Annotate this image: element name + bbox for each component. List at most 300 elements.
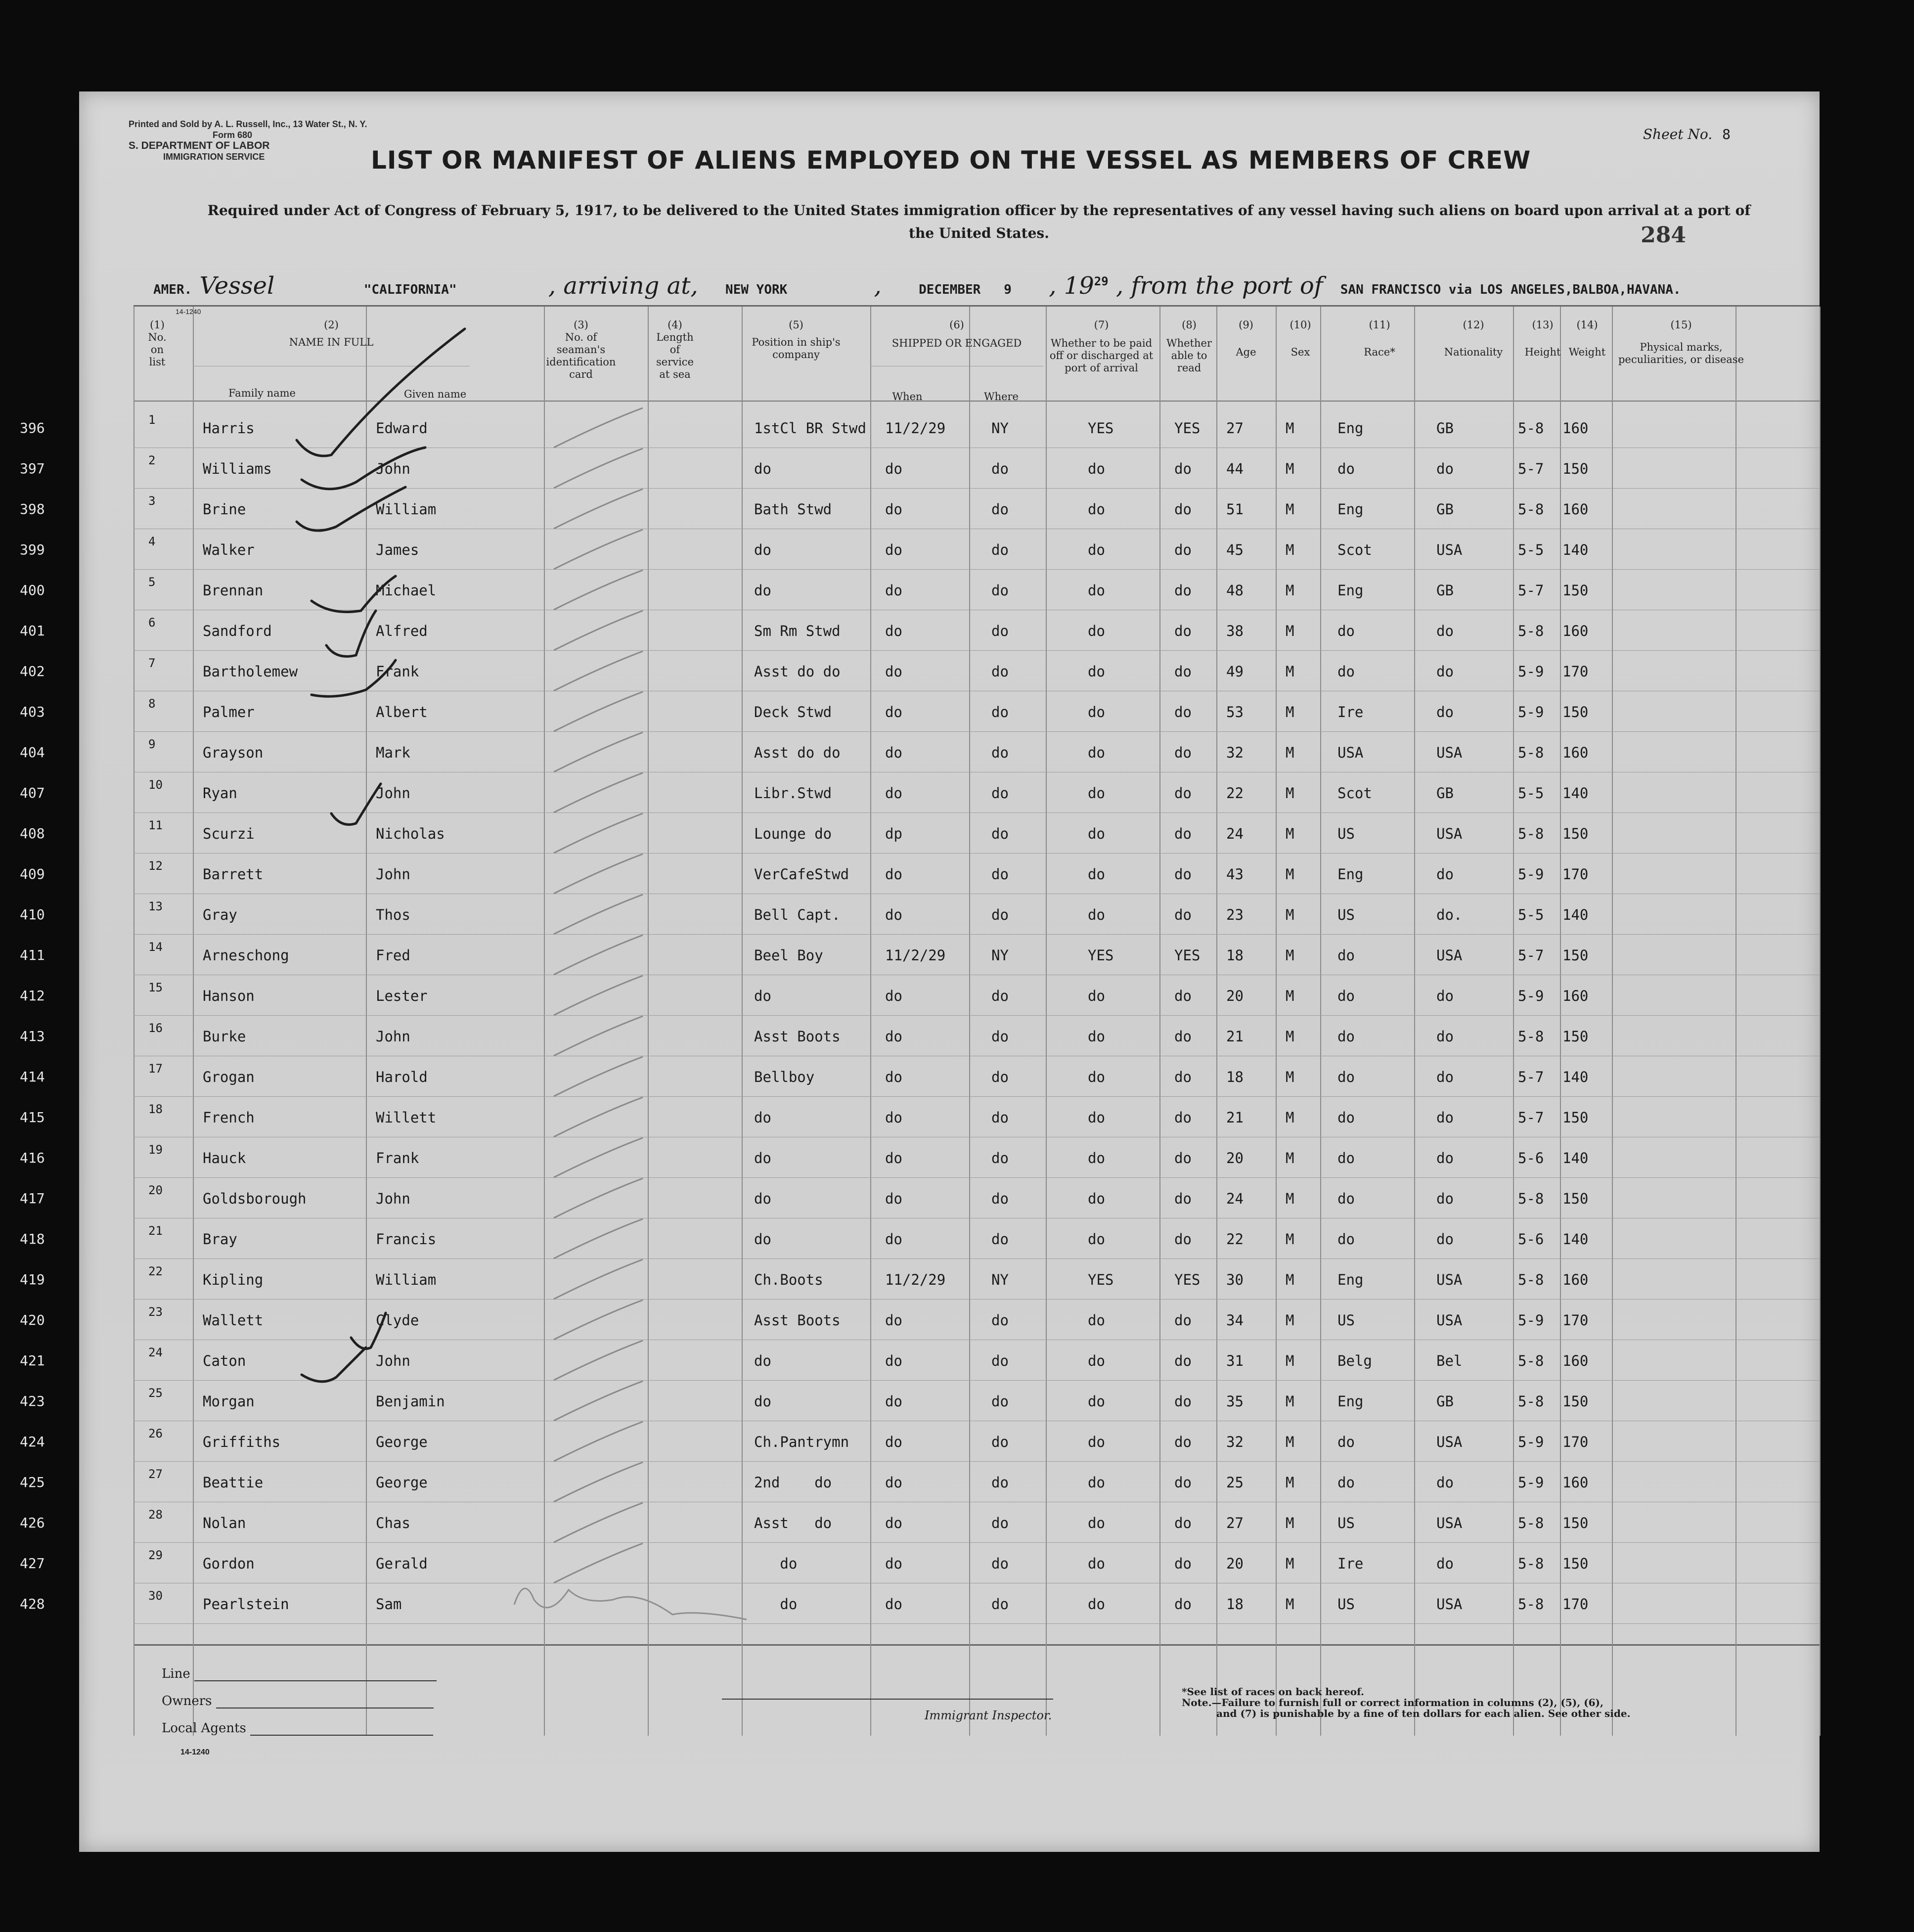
row-number: 3 (148, 494, 156, 508)
row-number: 29 (148, 1548, 163, 1562)
race: do (1337, 460, 1355, 477)
nationality: USA (1436, 1434, 1463, 1450)
row-number: 18 (148, 1102, 163, 1116)
page-title: LIST OR MANIFEST OF ALIENS EMPLOYED ON THE VESSEL AS MEMBERS OF CREW (371, 146, 1531, 175)
height: 5-8 (1518, 1555, 1544, 1572)
row-number: 12 (148, 859, 163, 873)
pencil-slash (554, 1503, 643, 1542)
given-name: Lester (376, 988, 428, 1004)
agents-field (162, 1721, 433, 1736)
col-label: Race* (1364, 346, 1395, 358)
margin-number: 420 (20, 1312, 45, 1328)
sex: M (1286, 1515, 1294, 1531)
able-to-read: do (1174, 460, 1192, 477)
family-name: Caton (203, 1352, 246, 1369)
footnotes (1182, 1686, 1631, 1719)
comma: , (874, 272, 882, 300)
paid-off: do (1088, 1150, 1105, 1167)
position: Bell Capt. (754, 906, 841, 923)
margin-number: 398 (20, 501, 45, 517)
race: US (1337, 906, 1355, 923)
able-to-read: YES (1174, 1271, 1201, 1288)
weight: 140 (1562, 1231, 1589, 1248)
weight: 160 (1562, 988, 1589, 1004)
inspector-signature-line (722, 1699, 1053, 1700)
given-name: Michael (376, 582, 437, 599)
shipped-when: do (885, 1474, 902, 1491)
margin-number: 411 (20, 947, 45, 963)
weight: 160 (1562, 420, 1589, 437)
sex: M (1286, 1271, 1294, 1288)
sex: M (1286, 541, 1294, 558)
race: US (1337, 1596, 1355, 1613)
col-when-header: When (892, 391, 923, 403)
service-label: IMMIGRATION SERVICE (163, 152, 265, 162)
year-suffix: 29 (1094, 274, 1109, 288)
weight: 140 (1562, 1150, 1589, 1167)
race: Scot (1337, 541, 1372, 558)
col-index: (4) (668, 319, 682, 331)
paid-off: YES (1088, 947, 1114, 964)
pencil-slash (554, 895, 643, 934)
weight: 150 (1562, 1190, 1589, 1207)
age: 24 (1226, 1190, 1244, 1207)
age: 53 (1226, 704, 1244, 720)
family-name: Grayson (203, 744, 264, 761)
shipped-when: 11/2/29 (885, 1271, 946, 1288)
pencil-slash (554, 1422, 643, 1461)
age: 20 (1226, 1150, 1244, 1167)
weight: 170 (1562, 866, 1589, 883)
sex: M (1286, 825, 1294, 842)
sex: M (1286, 785, 1294, 802)
margin-number: 418 (20, 1231, 45, 1247)
weight: 150 (1562, 1109, 1589, 1126)
sex: M (1286, 1393, 1294, 1410)
height: 5-8 (1518, 1352, 1544, 1369)
given-name: Clyde (376, 1312, 419, 1329)
weight: 160 (1562, 501, 1589, 518)
nationality: do (1436, 1231, 1454, 1248)
pencil-slash (554, 1259, 643, 1299)
age: 20 (1226, 1555, 1244, 1572)
shipped-when: do (885, 582, 902, 599)
arrival-port: NEW YORK (725, 282, 788, 297)
sex: M (1286, 1109, 1294, 1126)
position: Ch.Boots (754, 1271, 823, 1288)
nationality: do (1436, 1555, 1454, 1572)
weight: 150 (1562, 582, 1589, 599)
printer-line: Printed and Sold by A. L. Russell, Inc., 13 Water St., N. Y. (129, 119, 367, 129)
paid-off: do (1088, 1393, 1105, 1410)
row-number: 28 (148, 1508, 163, 1522)
pencil-slash (554, 813, 643, 853)
sex: M (1286, 744, 1294, 761)
family-name: Harris (203, 420, 255, 437)
row-number: 19 (148, 1143, 163, 1157)
manifest-sheet (20, 91, 1820, 1852)
form-code: 14-1240 (176, 308, 201, 315)
family-name: Brennan (203, 582, 264, 599)
margin-number: 421 (20, 1352, 45, 1369)
family-name: Nolan (203, 1515, 246, 1531)
height: 5-7 (1518, 947, 1544, 964)
race: US (1337, 1312, 1355, 1329)
paid-off: do (1088, 906, 1105, 923)
shipped-where: NY (991, 420, 1009, 437)
age: 34 (1226, 1312, 1244, 1329)
paid-off: do (1088, 1109, 1105, 1126)
pencil-slash (554, 1381, 643, 1421)
age: 27 (1226, 1515, 1244, 1531)
position: VerCafeStwd (754, 866, 849, 883)
pencil-slash (554, 935, 643, 975)
shipped-where: do (991, 1312, 1009, 1329)
able-to-read: do (1174, 1231, 1192, 1248)
shipped-where: do (991, 1474, 1009, 1491)
position: do (754, 1596, 798, 1613)
shipped-when: do (885, 1434, 902, 1450)
weight: 140 (1562, 785, 1589, 802)
shipped-when: do (885, 541, 902, 558)
nationality: do (1436, 1109, 1454, 1126)
weight: 170 (1562, 1434, 1589, 1450)
margin-number: 403 (20, 704, 45, 720)
paid-off: YES (1088, 420, 1114, 437)
row-number: 27 (148, 1467, 163, 1481)
sex: M (1286, 1596, 1294, 1613)
given-name: Francis (376, 1231, 437, 1248)
col-label: Whether able to read (1166, 337, 1212, 374)
race: Scot (1337, 785, 1372, 802)
margin-number: 404 (20, 744, 45, 761)
nationality: do (1436, 1190, 1454, 1207)
race: do (1337, 1474, 1355, 1491)
footnote: and (7) is punishable by a fine of ten dollars for each alien. See other side. (1216, 1707, 1631, 1719)
height: 5-7 (1518, 1069, 1544, 1085)
weight: 160 (1562, 623, 1589, 639)
sex: M (1286, 1069, 1294, 1085)
margin-number: 424 (20, 1434, 45, 1450)
able-to-read: do (1174, 541, 1192, 558)
col-label: SHIPPED OR ENGAGED (891, 337, 1022, 349)
weight: 170 (1562, 1312, 1589, 1329)
age: 18 (1226, 1069, 1244, 1085)
sex: M (1286, 988, 1294, 1004)
given-name: John (376, 460, 410, 477)
sex: M (1286, 1231, 1294, 1248)
agents-label: Local Agents (162, 1721, 246, 1736)
row-number: 26 (148, 1427, 163, 1440)
able-to-read: do (1174, 1515, 1192, 1531)
requirement-text: Required under Act of Congress of February 5, 1917, to be delivered to the United States immigration officer by the representatives of any vessel having such aliens on board upon arrival at a port of the United States. (207, 202, 1751, 241)
family-name: Kipling (203, 1271, 264, 1288)
able-to-read: do (1174, 744, 1192, 761)
race: do (1337, 988, 1355, 1004)
sex: M (1286, 1190, 1294, 1207)
row-number: 11 (148, 818, 163, 832)
col-index: (2) (324, 319, 339, 331)
able-to-read: do (1174, 1434, 1192, 1450)
shipped-where: do (991, 1352, 1009, 1369)
nationality: do. (1436, 906, 1463, 923)
position: do (754, 1352, 771, 1369)
column-rule (1820, 307, 1821, 1736)
able-to-read: do (1174, 1474, 1192, 1491)
paid-off: do (1088, 1312, 1105, 1329)
given-name: Alfred (376, 623, 428, 639)
row-number: 22 (148, 1264, 163, 1278)
height: 5-8 (1518, 501, 1544, 518)
shipped-where: NY (991, 947, 1009, 964)
race: Eng (1337, 1271, 1364, 1288)
col-index: (3) (574, 319, 588, 331)
position: do (754, 1393, 771, 1410)
nationality: Bel (1436, 1352, 1463, 1369)
height: 5-7 (1518, 460, 1544, 477)
given-name: John (376, 1352, 410, 1369)
position: Deck Stwd (754, 704, 832, 720)
shipped-where: do (991, 663, 1009, 680)
able-to-read: YES (1174, 947, 1201, 964)
race: do (1337, 1028, 1355, 1045)
row-number: 15 (148, 981, 163, 994)
check-mark (297, 487, 405, 531)
weight: 150 (1562, 825, 1589, 842)
family-name: Williams (203, 460, 272, 477)
margin-number: 399 (20, 541, 45, 558)
weight: 150 (1562, 1028, 1589, 1045)
weight: 150 (1562, 947, 1589, 964)
from-label: , from the port of (1115, 272, 1323, 300)
col-label: Length of service at sea (656, 331, 694, 380)
paid-off: do (1088, 541, 1105, 558)
given-name: Thos (376, 906, 410, 923)
arriving-label: , arriving at, (548, 272, 698, 300)
margin-number: 417 (20, 1190, 45, 1207)
shipped-where: do (991, 582, 1009, 599)
family-name: Walker (203, 541, 255, 558)
year-prefix: , 19 (1049, 272, 1094, 300)
nationality: do (1436, 623, 1454, 639)
sex: M (1286, 663, 1294, 680)
owners-label: Owners (162, 1694, 212, 1708)
pencil-slash (554, 611, 643, 650)
given-name: Fred (376, 947, 410, 964)
col-label: Sex (1291, 346, 1310, 358)
col-where-header: Where (983, 391, 1019, 403)
shipped-where: do (991, 460, 1009, 477)
height: 5-5 (1518, 906, 1544, 923)
nationality: GB (1436, 785, 1454, 802)
sex: M (1286, 420, 1294, 437)
age: 21 (1226, 1028, 1244, 1045)
paid-off: do (1088, 1515, 1105, 1531)
margin-number: 408 (20, 825, 45, 842)
inspector-label: Immigrant Inspector. (925, 1708, 1052, 1722)
sex: M (1286, 947, 1294, 964)
weight: 150 (1562, 704, 1589, 720)
position: Bellboy (754, 1069, 815, 1085)
col-index: (10) (1290, 319, 1311, 331)
row-number: 10 (148, 778, 163, 792)
weight: 150 (1562, 1555, 1589, 1572)
owners-field (162, 1694, 434, 1708)
race: Eng (1337, 1393, 1364, 1410)
race: Belg (1337, 1352, 1372, 1369)
position: 2nd do (754, 1474, 832, 1491)
family-name: Gray (203, 906, 237, 923)
race: Eng (1337, 420, 1364, 437)
race: do (1337, 947, 1355, 964)
able-to-read: do (1174, 866, 1192, 883)
paid-off: do (1088, 866, 1105, 883)
given-name: George (376, 1474, 428, 1491)
weight: 140 (1562, 1069, 1589, 1085)
shipped-when: 11/2/29 (885, 420, 946, 437)
shipped-where: do (991, 1028, 1009, 1045)
shipped-when: do (885, 785, 902, 802)
height: 5-8 (1518, 1515, 1544, 1531)
shipped-when: do (885, 1393, 902, 1410)
height: 5-8 (1518, 1028, 1544, 1045)
nationality: do (1436, 1069, 1454, 1085)
sex: M (1286, 1352, 1294, 1369)
height: 5-8 (1518, 825, 1544, 842)
able-to-read: do (1174, 501, 1192, 518)
nationality: USA (1436, 1596, 1463, 1613)
margin-number: 423 (20, 1393, 45, 1409)
paid-off: do (1088, 825, 1105, 842)
race: US (1337, 1515, 1355, 1531)
shipped-where: do (991, 866, 1009, 883)
nationality: USA (1436, 947, 1463, 964)
shipped-where: do (991, 1596, 1009, 1613)
nationality: do (1436, 1028, 1454, 1045)
weight: 140 (1562, 906, 1589, 923)
given-name: George (376, 1434, 428, 1450)
height: 5-8 (1518, 623, 1544, 639)
family-name: Barrett (203, 866, 264, 883)
vessel-name: "CALIFORNIA" (363, 282, 457, 297)
pencil-slash (554, 1300, 643, 1340)
given-name: Mark (376, 744, 410, 761)
position: Asst Boots (754, 1312, 841, 1329)
given-name: John (376, 866, 410, 883)
shipped-when: do (885, 1312, 902, 1329)
row-number: 16 (148, 1021, 163, 1035)
weight: 150 (1562, 1515, 1589, 1531)
race: Eng (1337, 866, 1364, 883)
shipped-when: do (885, 1515, 902, 1531)
col-label: Age (1236, 346, 1256, 358)
weight: 150 (1562, 1393, 1589, 1410)
margin-number: 415 (20, 1109, 45, 1125)
inspector-signature-scribble (514, 1588, 747, 1619)
margin-number: 410 (20, 906, 45, 923)
row-number: 17 (148, 1062, 163, 1076)
height: 5-9 (1518, 1434, 1544, 1450)
shipped-when: do (885, 1190, 902, 1207)
nationality: do (1436, 460, 1454, 477)
nationality: do (1436, 1474, 1454, 1491)
margin-number: 414 (20, 1069, 45, 1085)
shipped-where: do (991, 1393, 1009, 1410)
race: do (1337, 1434, 1355, 1450)
height: 5-6 (1518, 1231, 1544, 1248)
age: 21 (1226, 1109, 1244, 1126)
sheet-value: 8 (1722, 126, 1731, 142)
position: Sm Rm Stwd (754, 623, 841, 639)
row-number: 7 (148, 656, 156, 670)
check-mark (331, 784, 381, 825)
col-label: No. on list (148, 331, 167, 368)
sex: M (1286, 704, 1294, 720)
pencil-slash (554, 692, 643, 731)
family-name: Sandford (203, 623, 272, 639)
family-name: Hauck (203, 1150, 246, 1167)
shipped-when: do (885, 1555, 902, 1572)
shipped-where: do (991, 1434, 1009, 1450)
paid-off: do (1088, 1231, 1105, 1248)
pencil-slash (554, 489, 643, 529)
shipped-where: do (991, 1109, 1009, 1126)
given-name: Willett (376, 1109, 437, 1126)
race: Eng (1337, 501, 1364, 518)
margin-number: 413 (20, 1028, 45, 1044)
nationality: do (1436, 1150, 1454, 1167)
row-number: 8 (148, 697, 156, 711)
pencil-slash (554, 449, 643, 488)
row-number: 13 (148, 899, 163, 913)
weight: 160 (1562, 1271, 1589, 1288)
row-number: 24 (148, 1346, 163, 1359)
nationality: USA (1436, 825, 1463, 842)
given-name: John (376, 1190, 410, 1207)
sex: M (1286, 866, 1294, 883)
shipped-where: NY (991, 1271, 1009, 1288)
able-to-read: do (1174, 1150, 1192, 1167)
position: do (754, 1231, 771, 1248)
age: 27 (1226, 420, 1244, 437)
col-index: (9) (1239, 319, 1253, 331)
paid-off: do (1088, 663, 1105, 680)
pencil-slash (554, 1462, 643, 1502)
pencil-slash (554, 530, 643, 569)
nationality: GB (1436, 1393, 1454, 1410)
pencil-slash (554, 1341, 643, 1380)
sex: M (1286, 906, 1294, 923)
position: do (754, 460, 771, 477)
sex: M (1286, 623, 1294, 639)
shipped-when: do (885, 988, 902, 1004)
col-index: (5) (789, 319, 803, 331)
position: Libr.Stwd (754, 785, 832, 802)
race: do (1337, 663, 1355, 680)
department-label: S. DEPARTMENT OF LABOR (129, 140, 270, 151)
col-label: Physical marks, peculiarities, or disease (1618, 341, 1744, 365)
weight: 150 (1562, 460, 1589, 477)
row-number: 4 (148, 535, 156, 548)
height: 5-8 (1518, 1596, 1544, 1613)
position: do (754, 582, 771, 599)
family-name: Burke (203, 1028, 246, 1045)
given-name: Nicholas (376, 825, 445, 842)
footer-form-code: 14-1240 (180, 1748, 210, 1756)
col-label: Whether to be paid off or discharged at port of arrival (1049, 337, 1154, 374)
position: Lounge do (754, 825, 832, 842)
pencil-slash (554, 1178, 643, 1218)
